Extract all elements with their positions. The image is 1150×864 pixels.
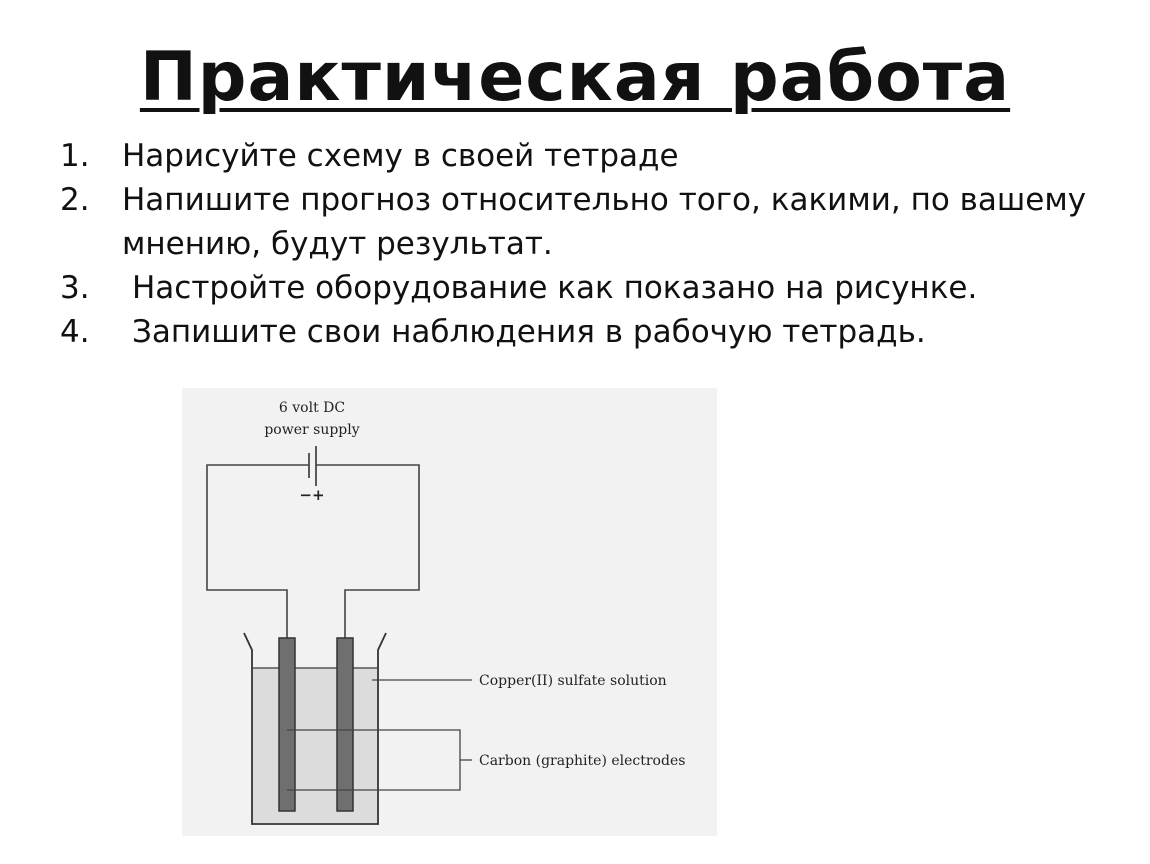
electrolysis-diagram-svg — [182, 388, 717, 836]
page-title: Практическая работа — [139, 38, 1011, 117]
step-number: 2. — [60, 182, 90, 218]
step-number: 1. — [60, 138, 90, 174]
power-supply-label-line1: 6 volt DC — [278, 400, 346, 416]
instruction-list — [60, 134, 1120, 354]
solution-fill — [253, 668, 377, 823]
polarity-label: −+ — [299, 486, 325, 504]
battery-icon — [309, 446, 316, 486]
right-electrode — [337, 638, 353, 811]
left-electrode — [279, 638, 295, 811]
step-text: Запишите свои наблюдения в рабочую тетрадь. — [132, 314, 926, 350]
list-item — [60, 310, 1120, 354]
step-text: Настройте оборудование как показано на рисунке. — [132, 270, 978, 306]
list-item — [60, 178, 1120, 266]
step-number: 3. — [60, 270, 90, 306]
solution-label: Copper(II) sulfate solution — [479, 673, 667, 689]
step-text: Нарисуйте схему в своей тетраде — [122, 138, 679, 174]
electrolysis-diagram — [182, 388, 717, 836]
step-text: Напишите прогноз относительно того, какими, по вашему мнению, будут результат. — [122, 182, 1087, 262]
step-number: 4. — [60, 314, 90, 350]
list-item — [60, 266, 1120, 310]
power-supply-label-line2: power supply — [264, 422, 360, 438]
list-item — [60, 134, 1120, 178]
electrodes-label: Carbon (graphite) electrodes — [479, 753, 686, 769]
